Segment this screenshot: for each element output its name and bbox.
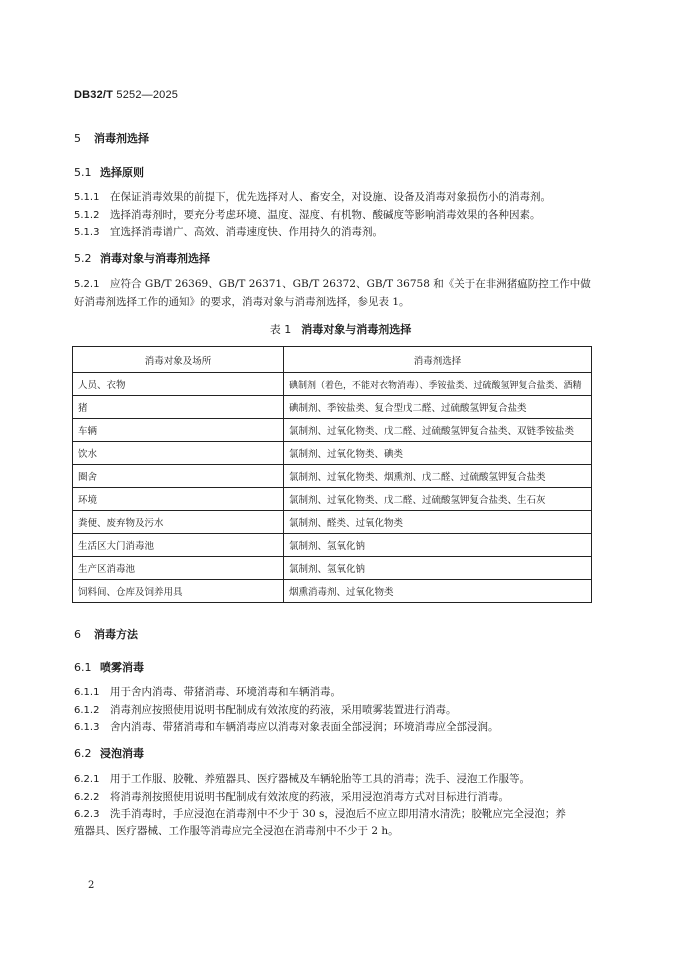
table-row <box>73 534 592 557</box>
table-cell: 饲料间、仓库及饲养用具 <box>73 580 284 603</box>
clause-6-1-1: 6.1.1 用于舍内消毒、带猪消毒、环境消毒和车辆消毒。 <box>74 686 341 698</box>
clause-6-1-3: 6.1.3 舍内消毒、带猪消毒和车辆消毒应以消毒对象表面全部浸润；环境消毒应全部浸润。 <box>74 721 499 733</box>
table-row <box>73 488 592 511</box>
column-header: 消毒剂选择 <box>284 347 592 373</box>
table-cell: 环境 <box>73 488 284 511</box>
table-cell: 碘制剂、季铵盐类、复合型戊二醛、过硫酸氢钾复合盐类 <box>284 396 592 419</box>
disinfectant-selection-table <box>72 346 592 603</box>
table-row <box>73 465 592 488</box>
standard-prefix: DB32/T <box>74 89 114 101</box>
section-5-1-heading: 5.1 选择原则 <box>74 166 144 179</box>
table-cell: 猪 <box>73 396 284 419</box>
table-cell: 人员、衣物 <box>73 373 284 396</box>
table-cell: 氯制剂、醛类、过氧化物类 <box>284 511 592 534</box>
clause-6-2-3-line2: 殖器具、医疗器械、工作服等消毒应完全浸泡在消毒剂中不少于 2 h。 <box>74 825 399 837</box>
clause-5-2-1-line1: 5.2.1 应符合 GB/T 26369、GB/T 26371、GB/T 26372、GB/T 36758 和《关于在非洲猪瘟防控工作中做 <box>74 278 591 290</box>
table-row <box>73 580 592 603</box>
section-6-heading: 6 消毒方法 <box>74 628 138 641</box>
table-row <box>73 557 592 580</box>
table-cell: 氯制剂、氢氧化钠 <box>284 557 592 580</box>
section-5-heading: 5 消毒剂选择 <box>74 132 149 145</box>
table-cell: 氯制剂、过氧化物类、戊二醛、过硫酸氢钾复合盐类、双链季铵盐类 <box>284 419 592 442</box>
table-cell: 圈舍 <box>73 465 284 488</box>
clause-6-1-2: 6.1.2 消毒剂应按照使用说明书配制成有效浓度的药液，采用喷雾装置进行消毒。 <box>74 704 457 716</box>
table-cell: 生活区大门消毒池 <box>73 534 284 557</box>
table-cell: 碘制剂（着色，不能对衣物消毒）、季铵盐类、过硫酸氢钾复合盐类、酒精 <box>284 373 592 396</box>
table-cell: 生产区消毒池 <box>73 557 284 580</box>
table-row <box>73 511 592 534</box>
table-cell: 氯制剂、过氧化物类、戊二醛、过硫酸氢钾复合盐类、生石灰 <box>284 488 592 511</box>
table-row <box>73 442 592 465</box>
standard-number: 5252—2025 <box>116 89 179 101</box>
document-code-header <box>74 89 178 101</box>
table-cell: 氯制剂、过氧化物类、碘类 <box>284 442 592 465</box>
table-cell: 粪便、废弃物及污水 <box>73 511 284 534</box>
table-header-row <box>73 347 592 373</box>
table-row <box>73 419 592 442</box>
table-cell: 氯制剂、过氧化物类、烟熏剂、戊二醛、过硫酸氢钾复合盐类 <box>284 465 592 488</box>
column-header: 消毒对象及场所 <box>73 347 284 373</box>
table-1-caption: 表 1 消毒对象与消毒剂选择 <box>269 323 412 336</box>
table-cell: 饮水 <box>73 442 284 465</box>
clause-6-2-1: 6.2.1 用于工作服、胶靴、养殖器具、医疗器械及车辆轮胎等工具的消毒；洗手、浸泡工作服等。 <box>74 773 530 785</box>
page-number: 2 <box>88 880 95 891</box>
clause-5-1-1: 5.1.1 在保证消毒效果的前提下，优先选择对人、畜安全，对设施、设备及消毒对象损伤小的消毒剂。 <box>74 191 551 203</box>
table-cell: 烟熏消毒剂、过氧化物类 <box>284 580 592 603</box>
section-6-2-heading: 6.2 浸泡消毒 <box>74 747 144 760</box>
clause-5-1-3: 5.1.3 宜选择消毒谱广、高效、消毒速度快、作用持久的消毒剂。 <box>74 226 383 238</box>
table-row <box>73 396 592 419</box>
section-5-2-heading: 5.2 消毒对象与消毒剂选择 <box>74 252 210 265</box>
table-row <box>73 373 592 396</box>
table-cell: 氯制剂、氢氧化钠 <box>284 534 592 557</box>
clause-6-2-3-line1: 6.2.3 洗手消毒时，手应浸泡在消毒剂中不少于 30 s，浸泡后不应立即用清水清洗；胶靴应完全浸泡；养 <box>74 808 566 820</box>
clause-6-2-2: 6.2.2 将消毒剂按照使用说明书配制成有效浓度的药液，采用浸泡消毒方式对目标进行消毒。 <box>74 791 509 803</box>
clause-5-1-2: 5.1.2 选择消毒剂时，要充分考虑环境、温度、湿度、有机物、酸碱度等影响消毒效果的各种因素。 <box>74 209 541 221</box>
table-cell: 车辆 <box>73 419 284 442</box>
section-6-1-heading: 6.1 喷雾消毒 <box>74 661 144 674</box>
clause-5-2-1-line2: 好消毒剂选择工作的通知》的要求，消毒对象与消毒剂选择，参见表 1。 <box>74 296 410 308</box>
